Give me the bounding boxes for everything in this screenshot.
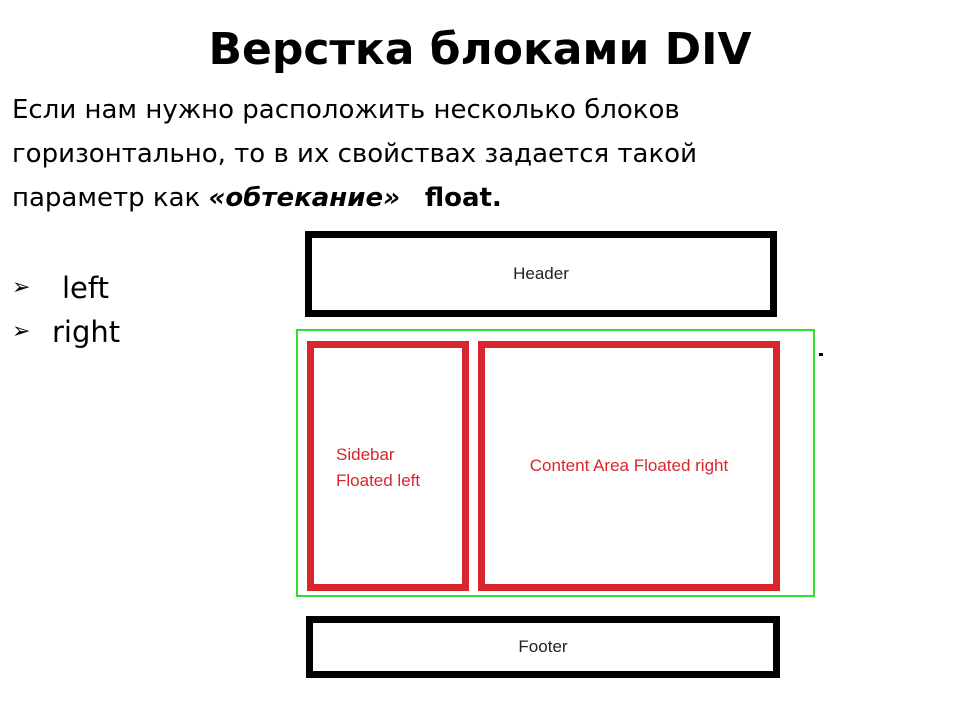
- intro-paragraph: [12, 88, 912, 220]
- float-values-list: [12, 266, 120, 354]
- sidebar-label-line-1: Sidebar: [336, 445, 395, 464]
- sidebar-label-line-2: Floated left: [336, 471, 421, 490]
- diagram-content-box: [478, 341, 780, 591]
- list-item: [12, 310, 120, 354]
- bullet-right: right: [52, 315, 121, 349]
- arrow-bullet-icon: ➢: [12, 275, 31, 300]
- intro-line-1: Если нам нужно расположить несколько блоков: [12, 95, 680, 125]
- diagram-footer-box: [306, 616, 780, 678]
- diagram-header-box: [305, 231, 777, 317]
- arrow-bullet-icon: ➢: [12, 319, 31, 344]
- header-label: Header: [513, 264, 569, 283]
- slide-title: Верстка блоками DIV: [208, 24, 752, 75]
- intro-term-float: float.: [424, 183, 502, 213]
- bullet-left: left: [62, 271, 109, 305]
- intro-line-2: горизонтально, то в их свойствах задается такой: [12, 139, 697, 169]
- list-item: [12, 266, 120, 310]
- content-label: Content Area Floated right: [529, 456, 729, 475]
- intro-line-3-prefix: параметр как: [12, 183, 209, 213]
- footer-label: Footer: [518, 637, 568, 656]
- diagram-sidebar-box: [307, 341, 469, 591]
- stray-dot: [819, 353, 823, 356]
- intro-term-obtekanie: «обтекание»: [208, 183, 401, 213]
